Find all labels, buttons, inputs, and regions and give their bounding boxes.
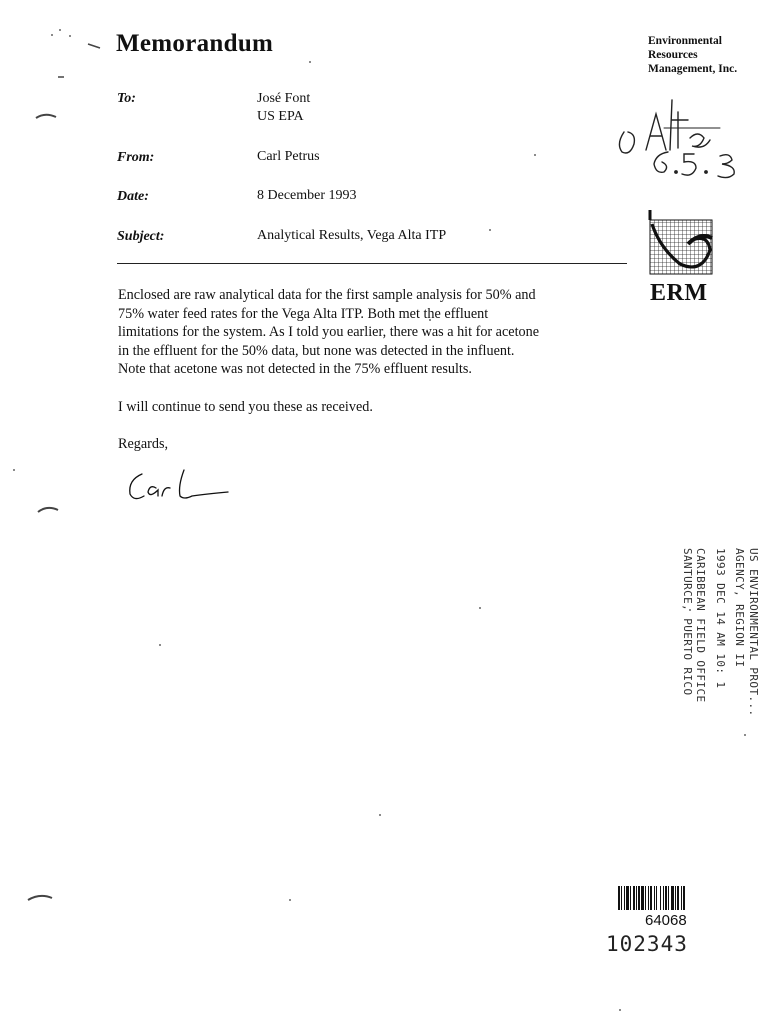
document-number: 102343 — [606, 932, 688, 956]
body-line: limitations for the system. As I told you earlier, there was a hit for acetone — [118, 324, 539, 340]
signature — [122, 466, 242, 506]
body-line: Enclosed are raw analytical data for the first sample analysis for 50% and — [118, 287, 536, 303]
date-value: 8 December 1993 — [257, 188, 357, 203]
barcode-bar — [618, 886, 620, 910]
barcode-bar — [677, 886, 679, 910]
barcode — [618, 886, 720, 910]
barcode-bar — [648, 886, 649, 910]
barcode-bar — [656, 886, 657, 910]
barcode-bar — [665, 886, 667, 910]
barcode-bar — [654, 886, 655, 910]
barcode-bar — [638, 886, 640, 910]
closing: Regards, — [118, 436, 169, 452]
stamp-line: CARIBBEAN FIELD OFFICE — [694, 548, 708, 703]
to-label: To: — [117, 91, 136, 106]
stamp-line: US ENVIRONMENTAL PROT... — [747, 548, 760, 717]
received-stamp — [681, 548, 761, 718]
barcode-bar — [681, 886, 682, 910]
body-line: in the effluent for the 50% data, but none was detected in the influent. — [118, 342, 515, 359]
handwritten-annotation — [612, 92, 762, 184]
company-line-3: Management, Inc. — [648, 63, 738, 75]
barcode-bar — [621, 886, 622, 910]
to-org: US EPA — [257, 109, 304, 124]
barcode-bar — [641, 886, 644, 910]
erm-logo-text: ERM — [650, 280, 708, 306]
memo-body — [118, 286, 638, 454]
body-paragraph-2: I will continue to send you these as received. — [118, 398, 373, 415]
company-name — [648, 34, 737, 76]
barcode-bar — [636, 886, 637, 910]
barcode-bar — [630, 886, 631, 910]
barcode-bar — [660, 886, 661, 910]
subject-value: Analytical Results, Vega Alta ITP — [257, 228, 447, 243]
barcode-bar — [671, 886, 674, 910]
barcode-bar — [624, 886, 625, 910]
to-value — [257, 90, 310, 126]
barcode-bar — [675, 886, 676, 910]
from-label: From: — [117, 150, 155, 165]
subject-label: Subject: — [117, 229, 165, 244]
barcode-number: 64068 — [645, 912, 687, 929]
to-name: José Font — [257, 91, 311, 106]
barcode-bar — [663, 886, 664, 910]
stamp-date: 1993 DEC 14 AM 10: 1 — [714, 548, 727, 689]
body-line: 75% water feed rates for the Vega Alta ITP. Both met the effluent — [118, 305, 489, 322]
stamp-line: SANTURCE, PUERTO RICO — [681, 548, 694, 696]
erm-logo-icon — [646, 210, 716, 276]
memo-title: Memorandum — [116, 30, 274, 57]
company-line-1: Environmental — [648, 35, 722, 47]
barcode-bar — [626, 886, 629, 910]
body-line: Note that acetone was not detected in the 75% effluent results. — [118, 361, 472, 377]
company-line-2: Resources — [648, 49, 698, 61]
barcode-bar — [668, 886, 669, 910]
stamp-line: AGENCY, REGION II — [733, 548, 747, 668]
header-divider — [117, 263, 627, 264]
from-value: Carl Petrus — [257, 149, 320, 164]
barcode-bar — [633, 886, 635, 910]
barcode-bar — [650, 886, 652, 910]
barcode-bar — [645, 886, 646, 910]
barcode-bar — [683, 886, 685, 910]
date-label: Date: — [117, 189, 149, 204]
